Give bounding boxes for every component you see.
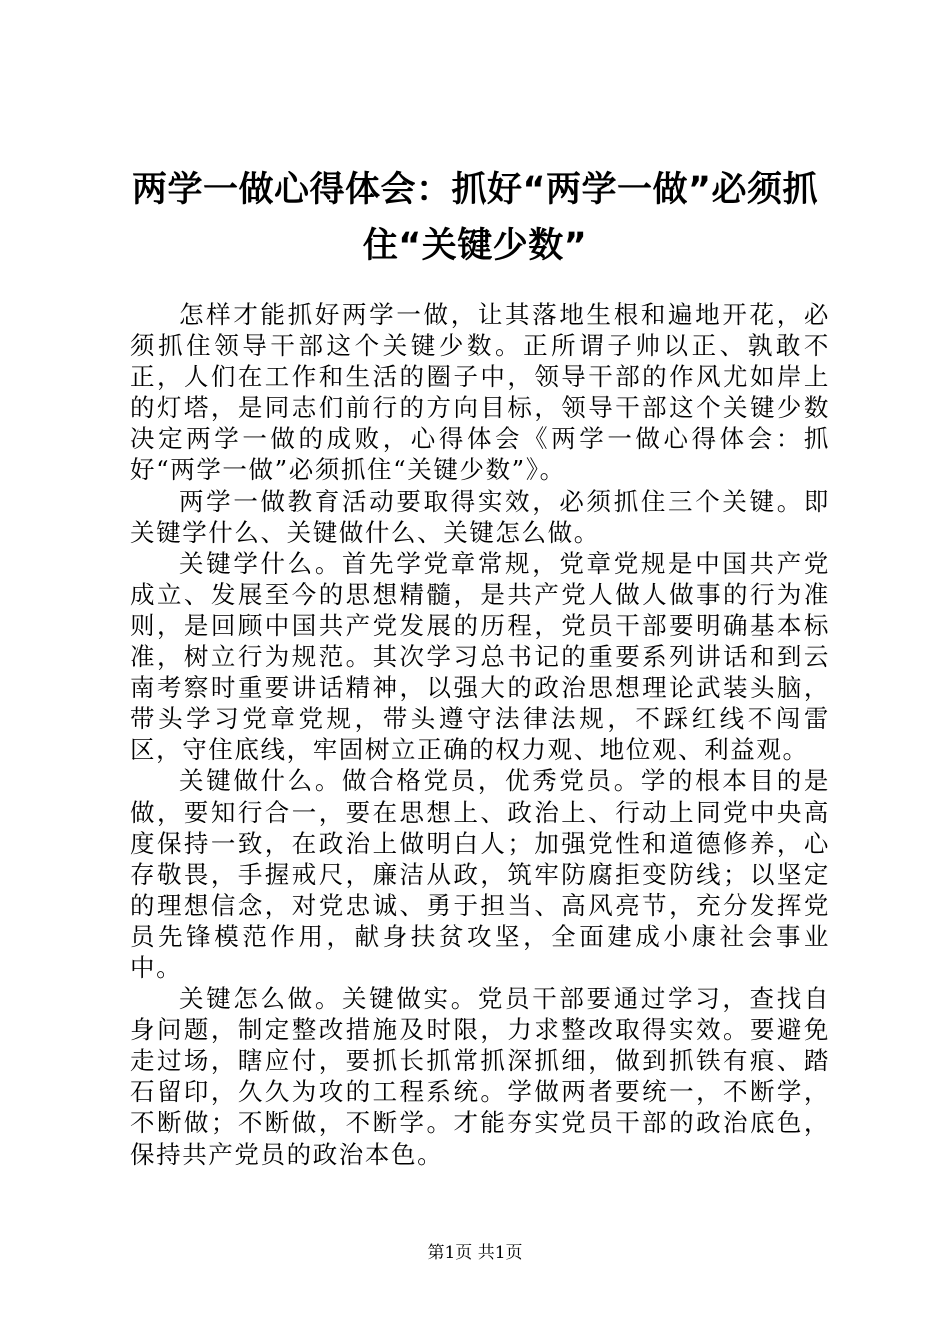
paragraph-5: 关键怎么做。关键做实。党员干部要通过学习，查找自身问题，制定整改措施及时限，力求整改取得实效。要避免走过场，瞎应付，要抓长抓常抓深抓细，做到抓铁有痕、踏石留印，久久为攻的工程系统。学做两者要统一，不断学，不断做；不断做，不断学。才能夯实党员干部的政治底色，保持共产党员的政治本色。 <box>130 984 830 1169</box>
page-number-footer: 第1页 共1页 <box>427 1243 523 1263</box>
paragraph-4: 关键做什么。做合格党员，优秀党员。学的根本目的是做，要知行合一，要在思想上、政治上、行动上同党中央高度保持一致，在政治上做明白人；加强党性和道德修养，心存敬畏，手握戒尺，廉洁从政，筑牢防腐拒变防线；以坚定的理想信念，对党忠诚、勇于担当、高风亮节，充分发挥党员先锋模范作用，献身扶贫攻坚，全面建成小康社会事业中。 <box>130 766 830 982</box>
document-body <box>130 299 830 1170</box>
document-title: 两学一做心得体会：抓好“两学一做”必须抓住“关键少数” <box>131 170 818 266</box>
paragraph-2: 两学一做教育活动要取得实效，必须抓住三个关键。即关键学什么、关键做什么、关键怎么做。 <box>130 486 830 547</box>
paragraph-3: 关键学什么。首先学党章常规，党章党规是中国共产党成立、发展至今的思想精髓，是共产党人做人做事的行为准则，是回顾中国共产党发展的历程，党员干部要明确基本标准，树立行为规范。其次学习总书记的重要系列讲话和到云南考察时重要讲话精神，以强大的政治思想理论武装头脑，带头学习党章党规，带头遵守法律法规，不踩红线不闯雷区，守住底线，牢固树立正确的权力观、地位观、利益观。 <box>130 548 830 765</box>
paragraph-1: 怎样才能抓好两学一做，让其落地生根和遍地开花，必须抓住领导干部这个关键少数。正所谓子帅以正、孰敢不正，人们在工作和生活的圈子中，领导干部的作风尤如岸上的灯塔，是同志们前行的方向目标，领导干部这个关键少数决定两学一做的成败，心得体会《两学一做心得体会：抓好“两学一做”必须抓住“关键少数”》。 <box>130 300 830 485</box>
